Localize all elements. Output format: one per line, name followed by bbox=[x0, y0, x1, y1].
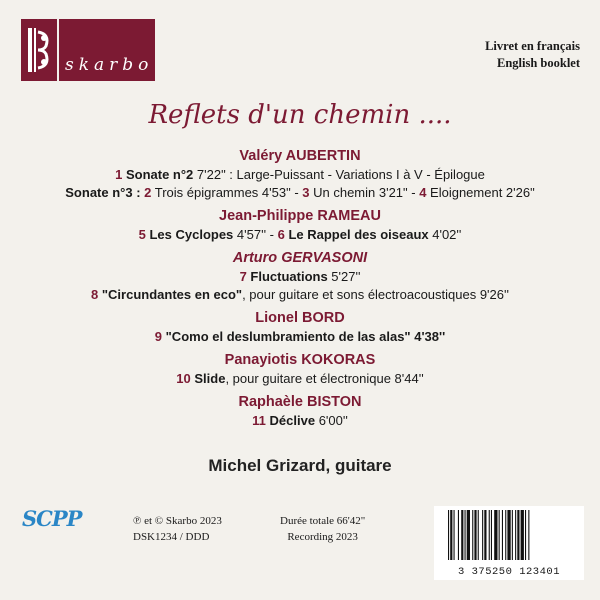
track-number: 3 bbox=[302, 185, 310, 200]
track-work: "Circundantes en eco" bbox=[98, 287, 243, 302]
track-detail: 4'57'' - bbox=[233, 227, 278, 242]
album-title: Reflets d'un chemin .... bbox=[148, 100, 452, 130]
track-work: Slide bbox=[190, 371, 226, 386]
track-detail: Un chemin 3'21" - bbox=[309, 185, 420, 200]
credits bbox=[133, 513, 222, 545]
track-line bbox=[0, 286, 600, 304]
total-duration: Durée totale 66'42" bbox=[280, 515, 366, 527]
composer-kokoras: Panayiotis KOKORAS bbox=[224, 352, 376, 368]
track-line bbox=[0, 166, 600, 184]
scpp-logo: SCPP bbox=[22, 506, 82, 531]
booklet-fr: Livret en français bbox=[485, 39, 580, 53]
composer-biston: Raphaèle BISTON bbox=[238, 394, 362, 410]
track-number: 10 bbox=[176, 371, 191, 386]
barcode-digits: 3 375250 123401 bbox=[457, 566, 560, 578]
track-number: 1 bbox=[115, 167, 123, 182]
composer-aubertin: Valéry AUBERTIN bbox=[239, 148, 361, 164]
duration-info bbox=[280, 513, 365, 545]
track-work: Le Rappel des oiseaux bbox=[284, 227, 429, 242]
track-number: 8 bbox=[91, 287, 99, 302]
track-listing bbox=[0, 146, 600, 430]
logo-text: skarbo bbox=[65, 55, 154, 75]
composer-rameau: Jean-Philippe RAMEAU bbox=[219, 208, 381, 224]
track-work: Les Cyclopes bbox=[145, 227, 234, 242]
barcode bbox=[434, 506, 584, 580]
composer-bord: Lionel BORD bbox=[255, 310, 345, 326]
track-detail: 4'02'' bbox=[428, 227, 462, 242]
track-work: Sonate n°2 bbox=[125, 167, 194, 182]
track-work: Fluctuations bbox=[246, 269, 328, 284]
track-detail: 6'00'' bbox=[315, 413, 348, 428]
track-detail: Eloignement 2'26" bbox=[426, 185, 535, 200]
track-line bbox=[0, 184, 600, 202]
track-number: 5 bbox=[138, 227, 146, 242]
track-line bbox=[0, 226, 600, 244]
track-work: Sonate n°3 : bbox=[65, 185, 141, 200]
track-detail: , pour guitare et sons électroacoustiques 9'26'' bbox=[242, 287, 509, 302]
track-work: Déclive bbox=[265, 413, 316, 428]
recording-year: Recording 2023 bbox=[287, 531, 358, 543]
track-detail: Trois épigrammes 4'53" - bbox=[151, 185, 303, 200]
track-detail: , pour guitare et électronique 8'44'' bbox=[225, 371, 424, 386]
composer-gervasoni: Arturo GERVASONI bbox=[232, 250, 368, 266]
clef-icon bbox=[21, 19, 57, 81]
copyright: ℗ et © Skarbo 2023 bbox=[133, 515, 222, 527]
track-line bbox=[0, 370, 600, 388]
track-number: 11 bbox=[252, 413, 266, 428]
performer: Michel Grizard, guitare bbox=[208, 456, 392, 475]
catalog-number: DSK1234 / DDD bbox=[133, 531, 210, 543]
barcode-bars bbox=[444, 510, 574, 562]
skarbo-logo bbox=[21, 19, 155, 81]
track-number: 6 bbox=[277, 227, 285, 242]
track-work: "Como el deslumbramiento de las alas" 4'38'' bbox=[162, 329, 446, 344]
track-detail: 7'22" : Large-Puissant - Variations I à V - Épilogue bbox=[193, 167, 485, 182]
booklet-en: English booklet bbox=[496, 56, 580, 70]
track-number: 9 bbox=[154, 329, 163, 344]
track-line bbox=[0, 268, 600, 286]
track-line bbox=[0, 328, 600, 346]
booklet-info bbox=[485, 38, 580, 72]
track-detail: 5'27'' bbox=[327, 269, 361, 284]
logo-wordmark bbox=[59, 19, 155, 81]
track-number: 2 bbox=[144, 185, 152, 200]
track-line bbox=[0, 412, 600, 430]
track-number: 7 bbox=[239, 269, 247, 284]
track-number: 4 bbox=[419, 185, 427, 200]
